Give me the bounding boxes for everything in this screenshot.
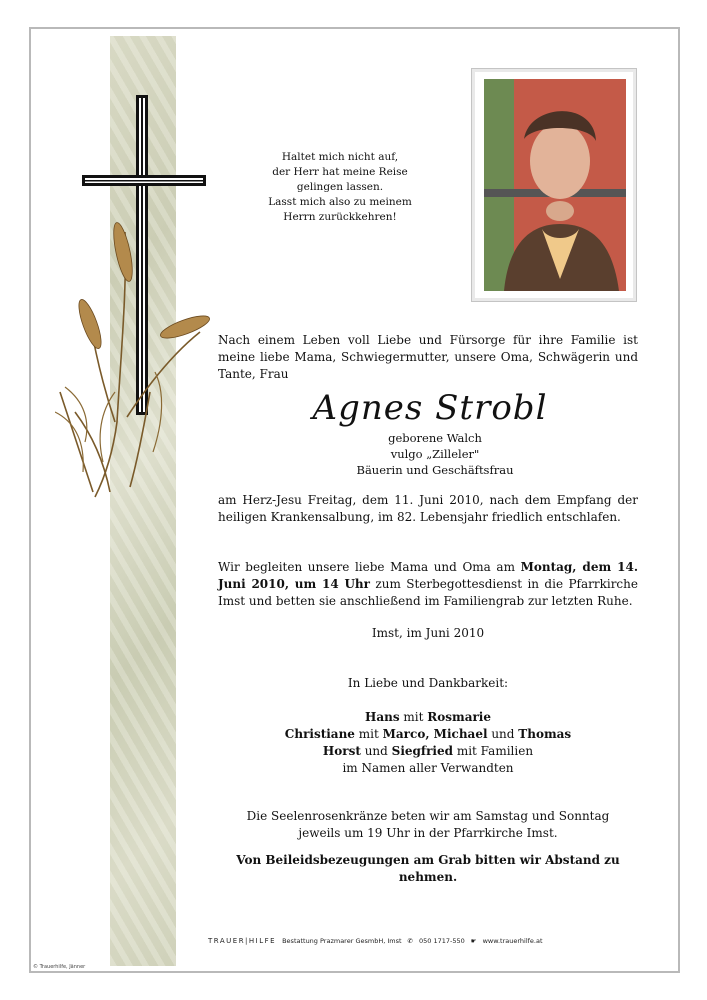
poem-line: Haltet mich nicht auf, — [281, 151, 399, 163]
deceased-name: Agnes Strobl — [312, 388, 548, 428]
rosary-line: Die Seelenrosenkränze beten wir am Samstag und Sonntag — [246, 809, 610, 823]
death-text: am Herz-Jesu Freitag, dem 11. Juni 2010, nach dem Empfang der heiligen Krankensalbung, im 82. Lebensjahr friedlich entschlafen. — [218, 493, 638, 524]
web-icon: ☛ — [470, 937, 477, 945]
poem-line: Herrn zurückkehren! — [283, 211, 397, 223]
phone-icon: ✆ — [407, 937, 413, 945]
nickname: vulgo „Zilleler" — [390, 447, 480, 461]
funeral-text — [218, 559, 638, 610]
poem-line: gelingen lassen. — [296, 181, 384, 193]
gratitude-heading: In Liebe und Dankbarkeit: — [347, 676, 509, 690]
funeral-text-part: Wir begleiten unsere liebe Mama und Oma am — [218, 560, 521, 574]
rosary-line: jeweils um 19 Uhr in der Pfarrkirche Imst. — [298, 826, 558, 840]
family-line: Christiane mit Marco, Michael und Thomas — [284, 727, 572, 741]
footer — [208, 937, 638, 945]
family-line: im Namen aller Verwandten — [342, 761, 514, 775]
condolence-note: Von Beileidsbezeugungen am Grab bitten wir Abstand zu nehmen. — [236, 853, 620, 884]
phone-number: 050 1717-550 — [419, 937, 465, 945]
portrait-frame — [471, 68, 637, 302]
rosary-text — [218, 808, 638, 842]
poem-line: der Herr hat meine Reise — [272, 166, 408, 178]
occupation: Bäuerin und Geschäftsfrau — [356, 463, 514, 477]
funeral-text-part: zum Sterbegottesdienst in die Pfarrkirche Imst und betten sie anschließend im Familiengrab zur letzten Ruhe. — [218, 577, 638, 608]
family-list — [218, 709, 638, 777]
funeral-date: Montag, dem 14. Juni 2010, um 14 Uhr — [218, 560, 638, 591]
deceased-details — [330, 430, 540, 478]
poem-line: Lasst mich also zu meinem — [268, 196, 412, 208]
place-date: Imst, im Juni 2010 — [371, 626, 485, 640]
website: www.trauerhilfe.at — [482, 937, 543, 945]
poem — [230, 150, 450, 225]
portrait-photo — [484, 79, 626, 291]
birth-name: geborene Walch — [388, 431, 482, 445]
intro-text: Nach einem Leben voll Liebe und Fürsorge für ihre Familie ist meine liebe Mama, Schwiegermutter, unsere Oma, Schwägerin und Tante, Frau — [218, 333, 638, 381]
trauerhilfe-logo: TRAUER|HILFE — [208, 937, 277, 945]
family-line: Horst und Siegfried mit Familien — [322, 744, 534, 758]
company-name: Bestattung Prazmarer GesmbH, Imst — [282, 937, 402, 945]
copyright: © Trauerhilfe, Jänner — [33, 964, 86, 970]
cross-with-wheat-icon — [55, 92, 215, 522]
family-line: Hans mit Rosmarie — [365, 710, 491, 724]
